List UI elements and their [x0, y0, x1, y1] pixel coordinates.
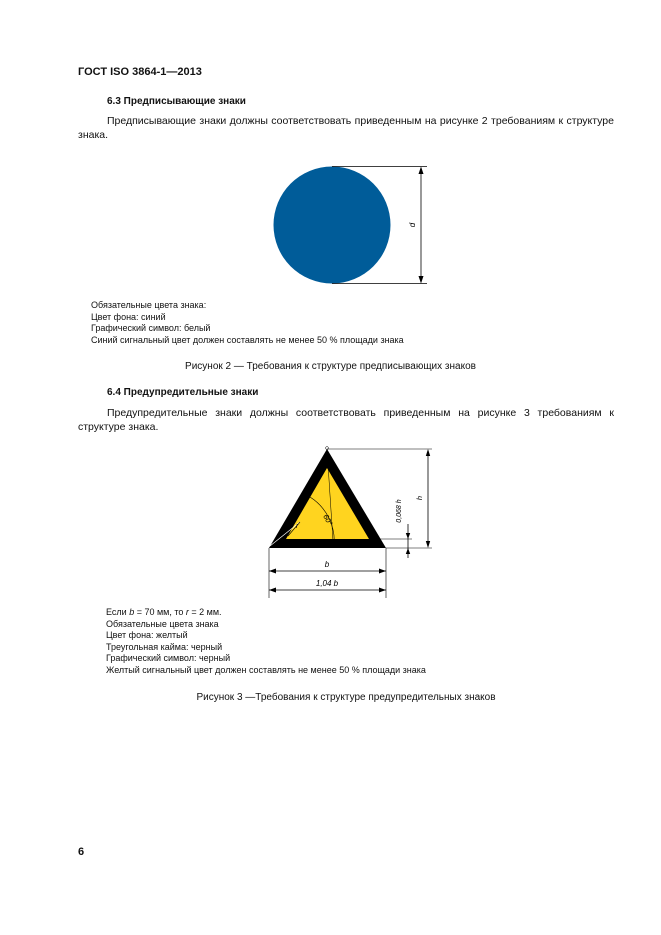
height-label: h	[415, 495, 424, 501]
section-6-4-paragraph: Предупредительные знаки должны соответствовать приведенным на рисунке 3 требованиям к структуре знака.	[78, 407, 614, 433]
arrow-up-icon	[426, 449, 430, 456]
note-line: Обязательные цвета знака	[106, 618, 219, 629]
note-line: Цвет фона: желтый	[106, 630, 188, 640]
figure-2-caption: Рисунок 2 — Требования к структуре предписывающих знаков	[185, 361, 476, 372]
note-line: Графический символ: белый	[91, 323, 211, 333]
angle-label: 60°	[321, 512, 335, 527]
arrow-down-icon	[419, 276, 424, 284]
figure-3-notes	[106, 607, 426, 676]
arrow-right-icon	[379, 588, 386, 593]
section-6-3-heading: 6.3 Предписывающие знаки	[107, 96, 246, 107]
arrow-up-icon	[419, 167, 424, 175]
arrow-left-icon	[269, 588, 276, 593]
figure-2-diagram	[255, 155, 445, 295]
diameter-label: d	[408, 222, 417, 228]
figure-3-diagram	[260, 440, 445, 600]
mandatory-sign-circle	[274, 167, 391, 284]
document-header: ГОСТ ISO 3864-1—2013	[78, 66, 202, 78]
arrow-up-icon	[406, 548, 410, 554]
figure-2-notes	[91, 300, 404, 346]
note-line: Цвет фона: синий	[91, 311, 166, 322]
page-number: 6	[78, 846, 85, 858]
arrow-down-icon	[426, 541, 430, 548]
width-label-b: b	[324, 560, 330, 569]
note-line: Желтый сигнальный цвет должен составлять не менее 50 % площади знака	[106, 664, 426, 675]
arrow-left-icon	[269, 569, 276, 574]
figure-3-caption: Рисунок 3 —Требования к структуре предупредительных знаков	[196, 692, 496, 703]
width-label-base: 1,04 b	[315, 579, 339, 588]
note-line: Графический символ: черный	[106, 653, 231, 663]
note-line: Синий сигнальный цвет должен составлять не менее 50 % площади знака	[91, 334, 404, 345]
arrow-down-icon	[406, 533, 410, 539]
note-line: Треугольная кайма: черный	[106, 641, 223, 652]
section-6-3-paragraph: Предписывающие знаки должны соответствовать приведенным на рисунке 2 требованиям к структуре знака.	[78, 115, 614, 141]
inner-height-label: 0,068 h	[396, 499, 403, 523]
radius-label: r	[296, 523, 299, 530]
section-6-4-heading: 6.4 Предупредительные знаки	[107, 387, 259, 398]
arrow-right-icon	[379, 569, 386, 574]
note-line: Обязательные цвета знака:	[91, 300, 207, 310]
note-line-condition: Если b = 70 мм, то r = 2 мм.	[106, 607, 222, 617]
